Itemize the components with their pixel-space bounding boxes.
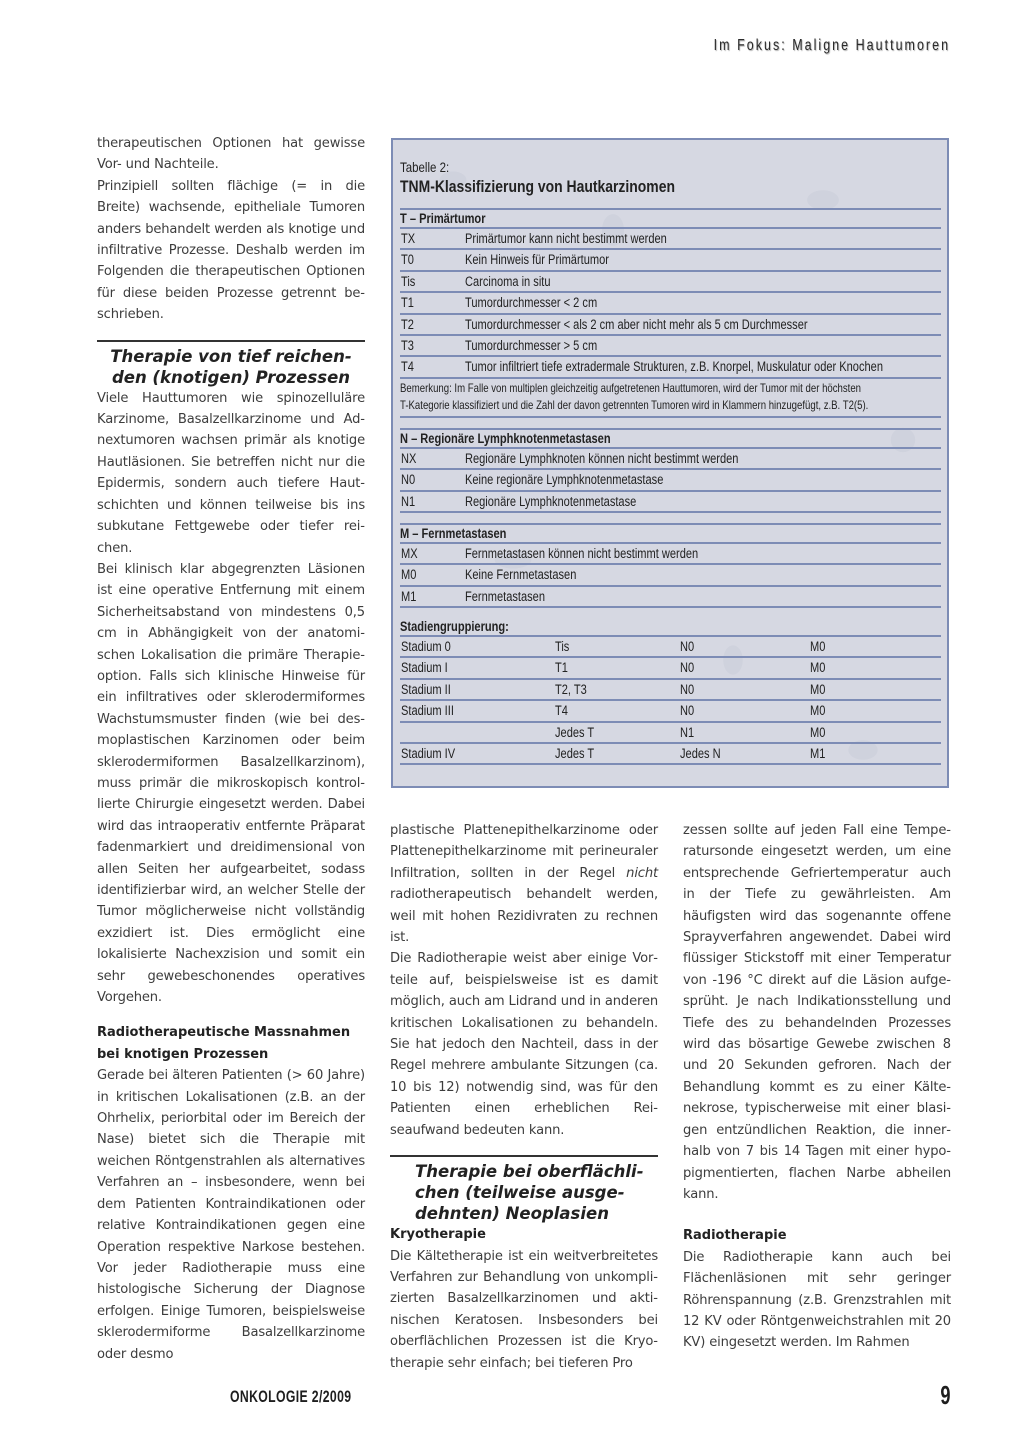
paragraph: Gerade bei älteren Patienten (> 60 Jahre) in kritischen Lokalisationen (z.B. an der Ohrhelix, periorbital oder im Bereich der Nase) bietet sich die Therapie mit weichen Röntgenstrahlen als alternatives Verfahren an – insbesondere, wenn bei dem Patienten Kontraindikationen oder relative Kontraindikationen gegen eine Operation respektive Narkose bestehen. Vor jeder Radiotherapie muss eine histologische Sicherung der Diagnose erfolgen. Einige Tumoren, beispielsweise sklerodermiforme Basalzellkarzinome oder desmo: [97, 1068, 365, 1362]
table-row: [400, 492, 941, 513]
code: N0: [401, 472, 416, 488]
code: T1: [401, 295, 414, 311]
description: Fernmetastasen: [465, 588, 545, 604]
stage: Stadium I: [401, 660, 448, 676]
paragraph: Prinzipiell sollten flächige (= in die Breite) wachsende, epitheliale Tumoren anders behandelt werden als knotige und infiltrative Prozesse. Deshalb werden im Folgenden die therapeutischen Optionen für diese beiden Prozesse getrennt beschrieben.: [97, 178, 365, 323]
code: N1: [401, 493, 416, 509]
section-heading: Therapie bei oberflächlichen (teilweise ausgedehnten) Neoplasien: [415, 1162, 644, 1224]
description: Primärtumor kann nicht bestimmt werden: [465, 231, 667, 246]
description: Tumordurchmesser > 5 cm: [465, 337, 598, 353]
n-value: N0: [680, 703, 695, 719]
t-value: T1: [555, 660, 568, 676]
description: Keine Fernmetastasen: [465, 567, 577, 583]
n-value: Jedes N: [680, 746, 721, 762]
paragraph: therapeutischen Optionen hat gewisse Vor- und Nachteile.: [97, 136, 365, 173]
description: Tumor infiltriert tiefe extradermale Strukturen, z.B. Knorpel, Muskulatur oder Knochen: [465, 359, 883, 375]
paragraph: Viele Hauttumoren wie spinozelluläre Karzinome, Basalzellkarzinome und Adnextumoren wachsen primär als knotige Hautläsionen. Sie betreffen nicht nur die Epidermis, sondern auch tiefere Hautschichten und können teilweise bis ins subkutane Fettgewebe oder tiefer reichen.: [97, 390, 365, 556]
subheading: Kryotherapie: [390, 1227, 486, 1243]
paragraph: Bei klinisch klar abgegrenzten Läsionen ist eine operative Entfernung mit einem Sicherheitsabstand von mindestens 0,5 cm in Abhängigkeit von der anatomischen Lokalisation die primäre Therapieoption. Falls sich klinische Hinweise für ein infiltratives oder sklerodermiformes Wachstumsmuster finden (wie bei desmoplastischen Karzinomen oder beim sklerodermiformen Basalzellkarzinom), muss primär die mikroskopisch kontrollierte Chirurgie eingesetzt werden. Dabei wird das intraoperativ entfernte Präparat fadenmarkiert und dreidimensional von allen Seiten her aufgearbeitet, sodass identifizierbar wird, an welcher Stelle der Tumor möglicherweise nicht vollständig exzidiert ist. Dies ermöglicht eine lokalisierte Nachexzision und somit ein sehr gewebeschonendes operatives Vorgehen.: [97, 561, 365, 1006]
emphasis: nicht: [626, 865, 658, 881]
stage-row: [400, 658, 941, 679]
table-row: [400, 250, 941, 271]
t-value: T4: [555, 703, 568, 719]
t-value: Jedes T: [555, 724, 595, 740]
description: Tumordurchmesser < 2 cm: [465, 295, 598, 311]
stage-row: [400, 744, 941, 765]
table-label: Tabelle 2:: [400, 159, 450, 175]
m-value: M1: [810, 746, 826, 762]
footer-journal-issue: ONKOLOGIE 2/2009: [230, 1387, 352, 1406]
table-row: [400, 229, 941, 250]
t-value: Jedes T: [555, 746, 595, 762]
stage: Stadium III: [401, 703, 454, 719]
description: Fernmetastasen können nicht bestimmt werden: [465, 545, 699, 561]
table-row: [400, 544, 941, 565]
code: MX: [401, 545, 418, 561]
running-head: Im Fokus: Maligne Hauttumoren: [713, 37, 950, 54]
t-section-header: T – Primärtumor: [400, 211, 486, 226]
code: T0: [401, 252, 414, 268]
stage-row: [400, 723, 941, 744]
code: T3: [401, 337, 414, 353]
table-row: [400, 470, 941, 491]
section-divider: [97, 340, 365, 342]
t-value: Tis: [555, 639, 570, 655]
table-row: [400, 293, 941, 314]
table-note: [400, 379, 941, 418]
text: radiotherapeutisch behandelt werden, weil mit hohen Rezidivraten zu rechnen ist.: [390, 887, 658, 946]
description: Regionäre Lymphknoten können nicht bestimmt werden: [465, 450, 739, 466]
m-value: M0: [810, 660, 826, 676]
subheading: Radiotherapie: [683, 1228, 787, 1244]
description: Keine regionäre Lymphknotenmetastase: [465, 472, 664, 488]
code: T4: [401, 359, 414, 375]
paragraph: Die Radiotherapie kann auch bei Flächenläsionen mit sehr geringer Röhrenspannung (z.B. Grenzstrahlen mit 12 KV oder Röntgenweichstrahlen mit 20 KV) eingesetzt werden. Im Rahmen: [683, 1249, 951, 1351]
table-row: [400, 565, 941, 586]
description: Regionäre Lymphknotenmetastase: [465, 493, 637, 509]
table-row: [400, 449, 941, 470]
code: Tis: [401, 273, 416, 289]
code: M1: [401, 588, 417, 604]
paragraph: Die Radiotherapie weist aber einige Vorteile auf, beispielsweise ist es damit möglich, auch am Lidrand und in anderen kritischen Lokalisationen zu behandeln. Sie hat jedoch den Nachteil, dass in der Regel mehrere ambulante Sitzungen (ca. 10 bis 12) notwendig sind, was für den Patienten einen erheblichen Reiseaufwand bedeuten kann.: [390, 951, 658, 1138]
tnm-table-box: [391, 138, 949, 788]
tnm-table: [400, 158, 941, 765]
m-value: M0: [810, 703, 826, 719]
table-row: [400, 315, 941, 336]
n-section-header: N – Regionäre Lymphknotenmetastasen: [400, 430, 611, 446]
spacer: [97, 1008, 365, 1022]
stage: Stadium IV: [401, 746, 456, 762]
description: Tumordurchmesser < als 2 cm aber nicht mehr als 5 cm Durchmesser: [465, 316, 808, 332]
column-1: [97, 133, 365, 1365]
section-heading: Therapie von tief reichenden (knotigen) Prozessen: [110, 346, 352, 387]
code: TX: [401, 231, 416, 246]
spacer: [683, 1205, 951, 1225]
m-value: M0: [810, 681, 826, 697]
column-2: [390, 820, 658, 1374]
stage: Stadium 0: [401, 639, 451, 655]
description: Carcinoma in situ: [465, 273, 551, 289]
m-value: M0: [810, 639, 826, 655]
stage-section-header: Stadiengruppierung:: [400, 619, 509, 635]
note-line: Bemerkung: Im Falle von multiplen gleichzeitig aufgetretenen Hauttumoren, wird der Tumor mit der höchsten: [400, 380, 862, 395]
m-section-header: M – Fernmetastasen: [400, 525, 507, 541]
paragraph: zessen sollte auf jeden Fall eine Temperatursonde eingesetzt werden, um eine entsprechende Gefriertemperatur auch in der Tiefe zu gewährleisten. Am häufigsten wird das sogenannte offene Sprayverfahren angewendet. Dabei wird flüssiger Stickstoff mit einer Temperatur von -196 °C direkt auf die Läsion aufgesprüht. Je nach Indikationsstellung und Tiefe des zu behandelnden Prozesses wird das bösartige Gewebe zwischen 8 und 20 Sekunden gefroren. Nach der Behandlung kommt es zu einer Kältenekrose, typischerweise mit einer blasigen entzündlichen Reaktion, die innerhalb von 7 bis 14 Tagen mit einer hypopigmentierten, flachen Narbe abheilen kann.: [683, 823, 951, 1202]
page-number: 9: [939, 1380, 950, 1410]
t-value: T2, T3: [555, 681, 587, 697]
stage: Stadium II: [401, 681, 451, 697]
column-3: [683, 820, 951, 1354]
table-row: [400, 336, 941, 357]
m-value: M0: [810, 724, 826, 740]
table-title: TNM-Klassifizierung von Hautkarzinomen: [400, 177, 675, 196]
section-divider: [390, 1155, 658, 1157]
note-line: T-Kategorie klassifiziert und die Zahl der davon getrennten Tumoren wird in Klammern hinzugefügt, z.B. T2(5).: [400, 397, 869, 412]
table-row: [400, 587, 941, 608]
code: M0: [401, 567, 417, 583]
n-value: N0: [680, 660, 695, 676]
stage-row: [400, 701, 941, 722]
stage-row: [400, 637, 941, 658]
stage-row: [400, 680, 941, 701]
paragraph: [390, 820, 658, 948]
paragraph: Die Kältetherapie ist ein weitverbreitetes Verfahren zur Behandlung von unkomplizierten Basalzellkarzinomen und aktinischen Keratosen. Insbesonders bei oberflächlichen Prozessen ist die Kryotherapie sehr einfach; bei tieferen Pro: [390, 1248, 658, 1371]
text: plastische Plattenepithelkarzinome oder Plattenepithelkarzinome mit perineuraler Infiltration, sollten in der Regel: [390, 823, 658, 881]
code: T2: [401, 316, 414, 332]
n-value: N0: [680, 639, 695, 655]
subheading: Radiotherapeutische Massnahmen bei knotigen Prozessen: [97, 1025, 351, 1062]
table-row: [400, 272, 941, 293]
table-row: [400, 357, 941, 378]
n-value: N1: [680, 724, 695, 740]
n-value: N0: [680, 681, 695, 697]
code: NX: [401, 450, 417, 466]
description: Kein Hinweis für Primärtumor: [465, 252, 609, 268]
